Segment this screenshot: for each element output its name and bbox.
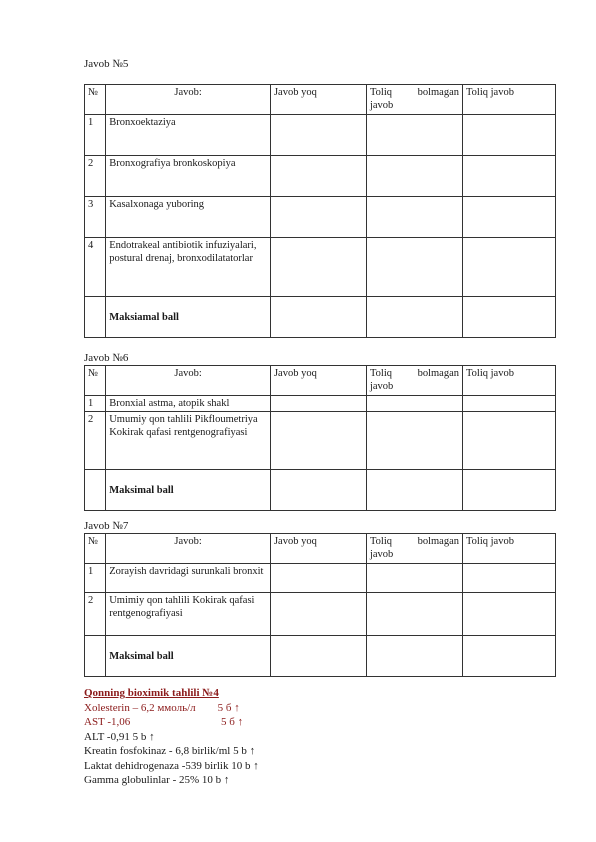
score-cell: [462, 197, 555, 238]
header-no-answer: Javob yoq: [270, 534, 366, 564]
header-partial-answer: Toliq bolmagan javob: [366, 366, 462, 396]
score-cell: [270, 238, 366, 297]
row-answer: Bronxografiya bronkoskopiya: [106, 156, 271, 197]
biochem-line: Kreatin fosfokinaz - 6,8 birlik/ml 5 b ↑: [84, 745, 256, 757]
row-num: [85, 636, 106, 677]
score-cell: [462, 564, 555, 593]
header-no-answer: Javob yoq: [270, 366, 366, 396]
row-num: 1: [85, 396, 106, 412]
header-partial-answer: Toliq bolmagan javob: [366, 85, 462, 115]
score-cell: [366, 412, 462, 470]
row-num: 3: [85, 197, 106, 238]
row-answer: Endotrakeal antibiotik infuziyalari, postural drenaj, bronxodilatatorlar: [106, 238, 271, 297]
score-cell: [462, 636, 555, 677]
header-full-answer: Toliq javob: [462, 366, 555, 396]
score-cell: [462, 412, 555, 470]
section7-title: Javob №7: [84, 520, 129, 532]
score-cell: [462, 593, 555, 636]
score-cell: [462, 470, 555, 511]
header-answer: Javob:: [106, 366, 271, 396]
biochem-title: Qonning bioximik tahlili №4: [84, 687, 219, 699]
row-num: 1: [85, 115, 106, 156]
score-cell: [366, 593, 462, 636]
score-cell: [270, 564, 366, 593]
header-num: №: [85, 366, 106, 396]
biochem-block: [84, 686, 259, 788]
row-num: 4: [85, 238, 106, 297]
header-answer: Javob:: [106, 85, 271, 115]
answer-table-7: [84, 533, 556, 677]
header-no-answer: Javob yoq: [270, 85, 366, 115]
score-cell: [366, 197, 462, 238]
total-label: Maksimal ball: [106, 470, 271, 511]
score-cell: [270, 636, 366, 677]
header-answer: Javob:: [106, 534, 271, 564]
row-num: [85, 297, 106, 338]
score-cell: [366, 156, 462, 197]
row-answer: Bronxoektaziya: [106, 115, 271, 156]
header-num: №: [85, 85, 106, 115]
row-answer: Umimiy qon tahlili Kokirak qafasi rentgenografiyasi: [106, 593, 271, 636]
header-num: №: [85, 534, 106, 564]
biochem-line: ALT -0,91 5 b ↑: [84, 730, 155, 743]
row-answer: Kasalxonaga yuboring: [106, 197, 271, 238]
answer-table-6: [84, 365, 556, 511]
row-num: 2: [85, 593, 106, 636]
score-cell: [270, 197, 366, 238]
score-cell: [366, 115, 462, 156]
row-answer: Bronxial astma, atopik shakl: [106, 396, 271, 412]
row-num: 2: [85, 156, 106, 197]
score-cell: [270, 412, 366, 470]
header-full-answer: Toliq javob: [462, 85, 555, 115]
section6-title: Javob №6: [84, 352, 129, 364]
score-cell: [366, 396, 462, 412]
row-answer: Umumiy qon tahlili Pikfloumetriya Kokirak qafasi rentgenografiyasi: [106, 412, 271, 470]
row-answer: Zorayish davridagi surunkali bronxit: [106, 564, 271, 593]
score-cell: [270, 297, 366, 338]
header-full-answer: Toliq javob: [462, 534, 555, 564]
row-num: [85, 470, 106, 511]
row-num: 2: [85, 412, 106, 470]
score-cell: [366, 470, 462, 511]
score-cell: [270, 470, 366, 511]
score-cell: [270, 396, 366, 412]
score-cell: [462, 396, 555, 412]
score-cell: [270, 593, 366, 636]
score-cell: [270, 156, 366, 197]
score-cell: [270, 115, 366, 156]
score-cell: [366, 564, 462, 593]
biochem-line: Gamma globulinlar - 25% 10 b ↑: [84, 774, 230, 786]
header-partial-answer: Toliq bolmagan javob: [366, 534, 462, 564]
biochem-line: Laktat dehidrogenaza -539 birlik 10 b ↑: [84, 759, 259, 772]
score-cell: [366, 636, 462, 677]
row-num: 1: [85, 564, 106, 593]
biochem-line: Xolesterin – 6,2 ммоль/л 5 б ↑: [84, 701, 240, 714]
answer-table-5: [84, 84, 556, 338]
total-label: Maksimal ball: [106, 636, 271, 677]
score-cell: [462, 115, 555, 156]
score-cell: [462, 297, 555, 338]
score-cell: [366, 238, 462, 297]
section5-title: Javob №5: [84, 58, 129, 70]
score-cell: [462, 156, 555, 197]
score-cell: [366, 297, 462, 338]
score-cell: [462, 238, 555, 297]
biochem-line: AST -1,06 5 б ↑: [84, 716, 244, 728]
total-label: Maksiamal ball: [106, 297, 271, 338]
